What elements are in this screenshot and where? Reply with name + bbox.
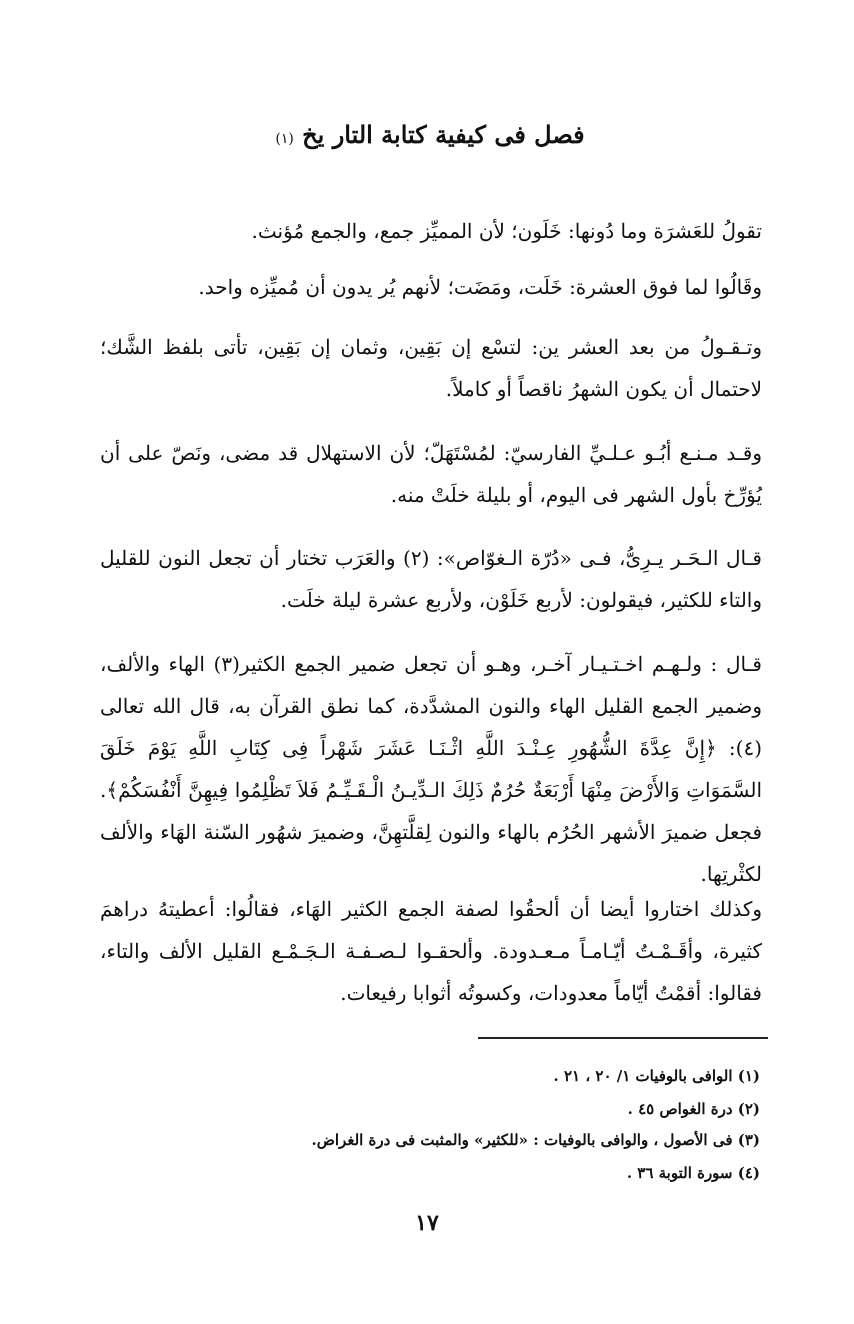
paragraph-6: قـال : ولـهـم اخـتـيـار آخـر، وهـو أن تجعل ضمير الجمع الكثير(٣) الهاء والألف، وضمير الجمع القليل الهاء والنون المشدَّدة، كما نطق القرآن به، قال الله تعالى (٤): ﴿إِنَّ عِدَّةَ الشُّهُورِ عِـنْـدَ اللَّهِ اثْـنَـا عَشَرَ شَهْراً فِى كِتَابِ اللَّهِ يَوْمَ خَلَقَ السَّمَوَاتِ وَالأَرْضَ مِنْهَا أَرْبَعَةٌ حُرُمٌ ذَلِكَ الـدِّيـنُ الْـقَـيِّـمُ فَلاَ تَظْلِمُوا فِيهِنَّ أَنْفُسَكُمْ﴾. فجعل ضميرَ الأشهر الحُرُم بالهاء والنون لِقلَّتهِنَّ، وضميرَ شهُور السّنة الهَاء والألف لكثْرتِها. — [100, 652, 762, 886]
paragraph-5: قـال الـحَـر يـرِىُّ، فـى «دُرّة الـغوّاص»: (٢) والعَرَب تختار أن تجعل النون للقليل والتاء للكثير، فيقولون: لأربع خَلَوْن، ولأربع عشرة ليلة خلَت. — [100, 546, 762, 612]
paragraph-7: وكذلك اختاروا أيضا أن ألحقُوا لصفة الجمع الكثير الهَاء، فقالُوا: أعطيتهُ دراهمَ كثيرة، وأقَـمْـتُ أيّـامـاً مـعـدودة. وألحقـوا لـصـفـة الـجَـمْـع القليل الألف والتاء، فقالوا: أقمْتُ أيّاماً معدودات، وكسوتُه أثوابا رفيعات. — [100, 897, 762, 1005]
paragraph-3: وتـقـولُ من بعد العشر ين: لتسْع إن بَقِين، وثمان إن بَقِين، تأتى بلفظ الشَّك؛ لاحتمال أن يكون الشهرُ ناقصاً أو كاملاً. — [100, 335, 762, 401]
paragraph-4: وقـد مـنـع أبُـو عـلـيِّ الفارسيّ: لمُسْتَهَلّ؛ لأن الاستهلال قد مضى، ونَصّ على أن يُؤرِّخ بأول الشهر فى اليوم، أو بليلة خلَتْ منه. — [100, 441, 762, 507]
paragraph-2: وقَالُوا لما فوق العشرة: خَلَت، ومَضَت؛ لأنهم يُر يدون أن مُميِّزه واحد. — [198, 275, 762, 299]
paragraph-1: تقولُ للعَشرَة وما دُونها: خَلَون؛ لأن المميِّز جمع، والجمع مُؤنث. — [251, 219, 762, 243]
footnote-1: (١) الوافى بالوفيات ١/ ٢٠ ، ٢١ . — [553, 1067, 760, 1085]
footnote-4: (٤) سورة التوبة ٣٦ . — [626, 1164, 760, 1182]
footnote-separator — [478, 1037, 768, 1039]
footnote-3: (٣) فى الأصول ، والوافى بالوفيات : «للكثير» والمثبت فى درة الغراض. — [311, 1131, 760, 1149]
chapter-title-text: فصل فى كيفية كتابة التار يخ — [302, 120, 585, 149]
title-footnote-mark: (١) — [275, 131, 294, 147]
footnote-2: (٢) درة الغواص ٤٥ . — [627, 1100, 760, 1118]
chapter-title — [150, 120, 710, 149]
page-number: ١٧ — [415, 1210, 439, 1236]
